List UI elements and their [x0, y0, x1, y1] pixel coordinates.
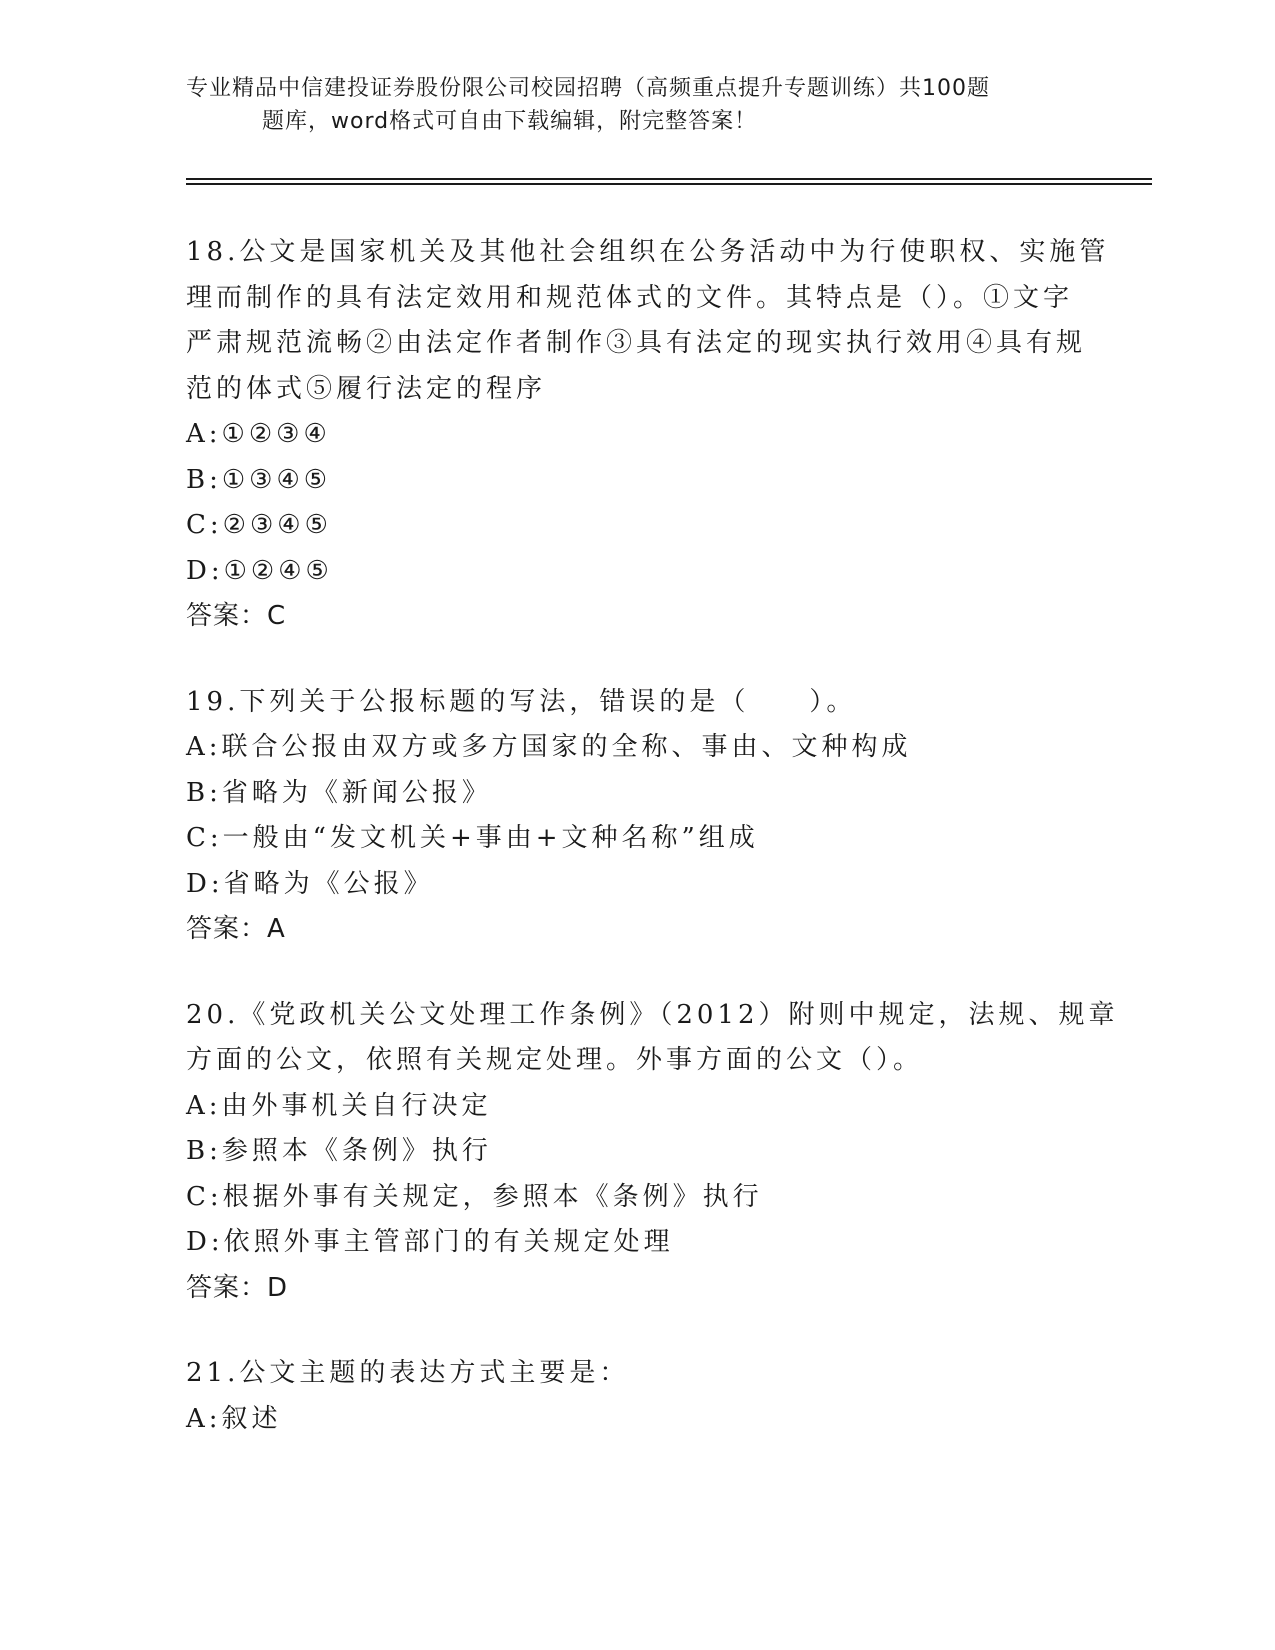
question-text-line: 20.《党政机关公文处理工作条例》（2012）附则中规定，法规、规章	[186, 999, 1119, 1030]
question-18	[186, 230, 1110, 640]
header-title-line-1: 专业精品中信建投证券股份限公司校园招聘（高频重点提升专题训练）共100题	[186, 76, 990, 101]
answer-text: 答案：D	[186, 1272, 289, 1303]
question-text-line: 理而制作的具有法定效用和规范体式的文件。其特点是（）。①文字	[186, 282, 1074, 313]
option-a: A:由外事机关自行决定	[186, 1090, 492, 1121]
question-20	[186, 993, 1119, 1312]
document-header	[186, 72, 1086, 138]
option-a: A:联合公报由双方或多方国家的全称、事由、文种构成	[186, 732, 912, 762]
option-d: D:依照外事主管部门的有关规定处理	[186, 1227, 674, 1257]
header-divider-top	[186, 178, 1152, 180]
option-b: B:参照本《条例》执行	[186, 1136, 492, 1166]
header-divider-bottom	[186, 183, 1152, 185]
option-d: D:①②④⑤	[186, 555, 333, 586]
option-b: B:①③④⑤	[186, 464, 332, 495]
question-text-line: 18.公文是国家机关及其他社会组织在公务活动中为行使职权、实施管	[186, 237, 1110, 267]
question-text-line: 方面的公文，依照有关规定处理。外事方面的公文（）。	[186, 1045, 924, 1075]
option-c: C:根据外事有关规定，参照本《条例》执行	[186, 1181, 763, 1212]
option-a: A:①②③④	[186, 419, 331, 449]
answer-text: 答案：A	[186, 914, 286, 944]
question-list	[186, 230, 1119, 1482]
question-21	[186, 1351, 1086, 1442]
question-text-line: 19.下列关于公报标题的写法，错误的是（ ）。	[186, 686, 857, 717]
option-b: B:省略为《新闻公报》	[186, 777, 492, 808]
answer-text: 答案：C	[186, 601, 287, 631]
option-c: C:一般由“发文机关+事由+文种名称”组成	[186, 823, 759, 853]
option-d: D:省略为《公报》	[186, 868, 434, 899]
option-c: C:②③④⑤	[186, 510, 332, 540]
question-text-line: 21.公文主题的表达方式主要是：	[186, 1358, 630, 1388]
option-a: A:叙述	[186, 1403, 282, 1434]
question-19	[186, 680, 1086, 953]
question-text-line: 严肃规范流畅②由法定作者制作③具有法定的现实执行效用④具有规	[186, 328, 1087, 358]
question-text-line: 范的体式⑤履行法定的程序	[186, 373, 547, 404]
header-title-line-2: 题库，word格式可自由下载编辑，附完整答案！	[262, 109, 758, 134]
